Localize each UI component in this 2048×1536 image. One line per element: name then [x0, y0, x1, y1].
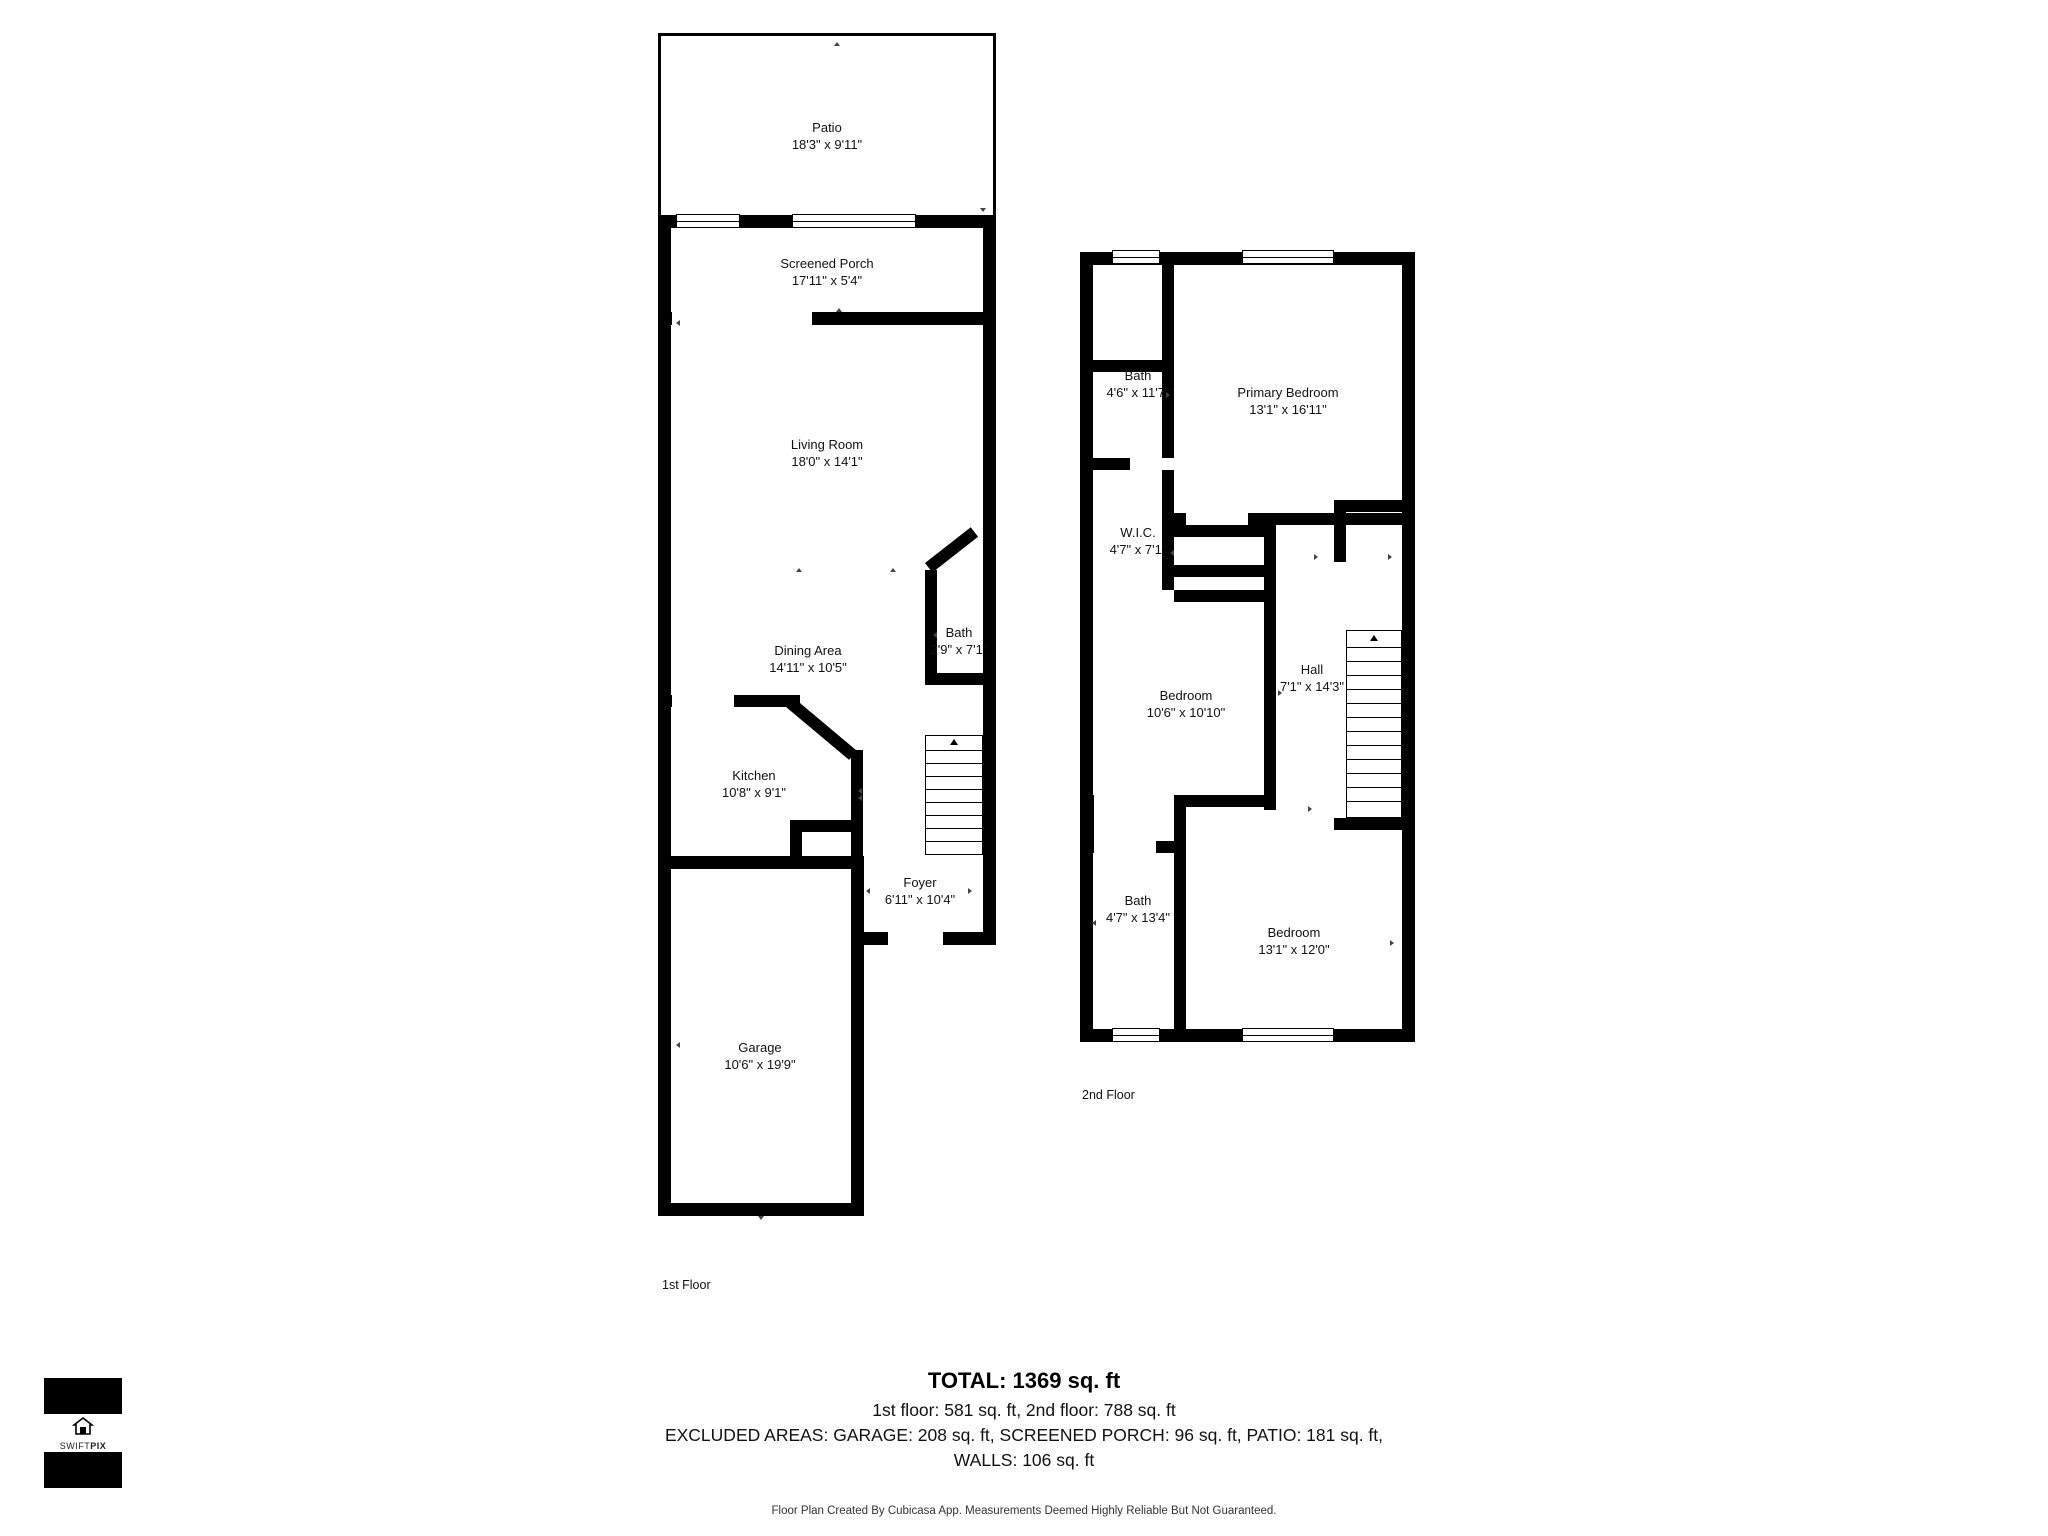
bath3-door-opening	[1094, 841, 1156, 853]
room-label-living-room: Living Room 18'0" x 14'1"	[790, 437, 864, 469]
foyer-tick-right	[968, 888, 972, 894]
closet-wall-right-horiz	[1334, 500, 1414, 512]
room-label-bath-first-floor: Bath 2'9" x 7'1"	[930, 625, 988, 657]
garage-wall-right	[851, 856, 864, 1216]
second-floor-window-top-left	[1112, 250, 1160, 264]
porch-tick-left	[676, 320, 680, 326]
wic-tick	[1170, 550, 1174, 556]
patio-tick-top	[834, 42, 840, 46]
bath1-wall-bottom	[925, 673, 995, 685]
room-label-garage: Garage 10'6" x 19'9"	[724, 1040, 796, 1072]
living-room-tick-b	[890, 568, 896, 572]
porch-door-opening	[672, 312, 812, 325]
logo-middle	[44, 1414, 122, 1452]
room-label-wic: W.I.C. 4'7" x 7'1"	[1109, 525, 1167, 557]
bedroom-lower-tick	[1390, 940, 1394, 946]
second-floor-window-bottom-right	[1242, 1028, 1334, 1042]
second-floor-exterior-wall-right	[1402, 252, 1415, 1042]
patio-tick-bottom	[980, 208, 986, 212]
second-floor-stairs	[1346, 630, 1402, 818]
patio-wall-left	[658, 33, 661, 218]
first-floor-exterior-wall-right-upper	[983, 215, 996, 933]
garage-tick-left	[676, 1042, 680, 1048]
patio-wall-top	[658, 33, 996, 36]
closet-tick	[1314, 554, 1318, 560]
primary-bedroom-door-opening	[1186, 513, 1248, 525]
second-floor-window-top-right	[1242, 250, 1334, 264]
excluded-areas-line-2: WALLS: 106 sq. ft	[953, 1449, 1095, 1470]
excluded-areas-line-1: EXCLUDED AREAS: GARAGE: 208 sq. ft, SCREENED PORCH: 96 sq. ft, PATIO: 181 sq. ft,	[664, 1424, 1384, 1445]
area-summary	[0, 1368, 2048, 1473]
bedroom-mid-wall-bottom	[1174, 795, 1276, 807]
closet-tick-2	[1388, 554, 1392, 560]
room-label-primary-bedroom: Primary Bedroom 13'1" x 16'11"	[1237, 385, 1339, 417]
wic-wall-right-vert	[1264, 513, 1276, 601]
garage-wall-top	[658, 856, 863, 869]
disclaimer-text: Floor Plan Created By Cubicasa App. Measurements Deemed Highly Reliable But Not Guaranteed.	[771, 1505, 1277, 1517]
room-label-bedroom-lower: Bedroom 13'1" x 12'0"	[1258, 925, 1330, 957]
bath1-tick	[933, 632, 937, 638]
first-floor-stairs	[925, 735, 983, 855]
room-label-dining-area: Dining Area 14'11" x 10'5"	[769, 643, 847, 675]
hall-wall-left	[1264, 590, 1276, 810]
first-floor-exterior-wall-left	[658, 215, 671, 869]
logo-bar-bottom	[44, 1452, 122, 1488]
porch-window-right	[792, 214, 916, 228]
logo-bar-top	[44, 1378, 122, 1414]
hall-tick-left-2	[1308, 806, 1312, 812]
bedroom-mid-wall-left-stub	[1080, 795, 1094, 841]
hall-wall-upper-horiz	[1174, 590, 1276, 602]
wic-wall-top-opening	[1174, 525, 1276, 537]
kitchen-tick-right-2	[858, 795, 862, 801]
garage-tick-bottom	[758, 1216, 764, 1220]
kitchen-top-opening	[672, 695, 734, 707]
second-floor-window-bottom-left	[1112, 1028, 1160, 1042]
floor-areas: 1st floor: 581 sq. ft, 2nd floor: 788 sq. ft	[872, 1400, 1176, 1420]
primary-bedroom-wall-left	[1162, 252, 1174, 364]
logo-wordmark	[44, 1441, 122, 1451]
logo-word-light: SWIFT	[59, 1441, 91, 1451]
kitchen-wall-right	[851, 750, 863, 868]
bath1-wall-top-angle	[925, 527, 978, 572]
house-icon	[72, 1416, 94, 1441]
total-area: TOTAL: 1369 sq. ft	[927, 1368, 1121, 1393]
bath3-tick	[1092, 920, 1096, 926]
bath3-wall-right	[1174, 841, 1186, 1041]
room-label-bath-second-floor-upper: Bath 4'6" x 11'7"	[1106, 368, 1170, 400]
bedroom-mid-door-opening	[1094, 795, 1174, 807]
room-label-foyer: Foyer 6'11" x 10'4"	[884, 875, 956, 907]
foyer-tick-left	[866, 888, 870, 894]
room-label-hall: Hall 7'1" x 14'3"	[1279, 662, 1345, 694]
kitchen-tick-right	[858, 788, 862, 794]
room-label-kitchen: Kitchen 10'8" x 9'1"	[721, 768, 787, 800]
room-label-bedroom-middle: Bedroom 10'6" x 10'10"	[1146, 688, 1226, 720]
bedroom-mid-wall-bottom-2	[1174, 795, 1186, 841]
first-floor-caption: 1st Floor	[662, 1278, 711, 1292]
bath2-tick	[1166, 392, 1170, 398]
logo-word-bold: PIX	[90, 1441, 107, 1451]
hall-tick-left	[1278, 690, 1282, 696]
room-label-patio: Patio 18'3" x 9'11"	[791, 120, 863, 152]
foyer-entry-opening	[888, 932, 943, 945]
wic-wall-bottom	[1174, 565, 1276, 577]
stairs-wall-bottom	[1334, 818, 1414, 830]
porch-window-left	[676, 214, 740, 228]
patio-wall-right	[993, 33, 996, 218]
garage-wall-bottom	[658, 1203, 864, 1216]
room-label-bath-second-floor-lower: Bath 4'7" x 13'4"	[1105, 893, 1171, 925]
living-room-tick-a	[796, 568, 802, 572]
bath2-door-opening	[1130, 458, 1174, 470]
kitchen-wall-diagonal	[786, 698, 857, 760]
swiftpix-logo	[44, 1378, 122, 1488]
garage-wall-left	[658, 856, 671, 1216]
second-floor-caption: 2nd Floor	[1082, 1088, 1135, 1102]
room-label-screened-porch: Screened Porch 17'11" x 5'4"	[780, 256, 874, 288]
porch-tick-mid	[836, 308, 842, 312]
